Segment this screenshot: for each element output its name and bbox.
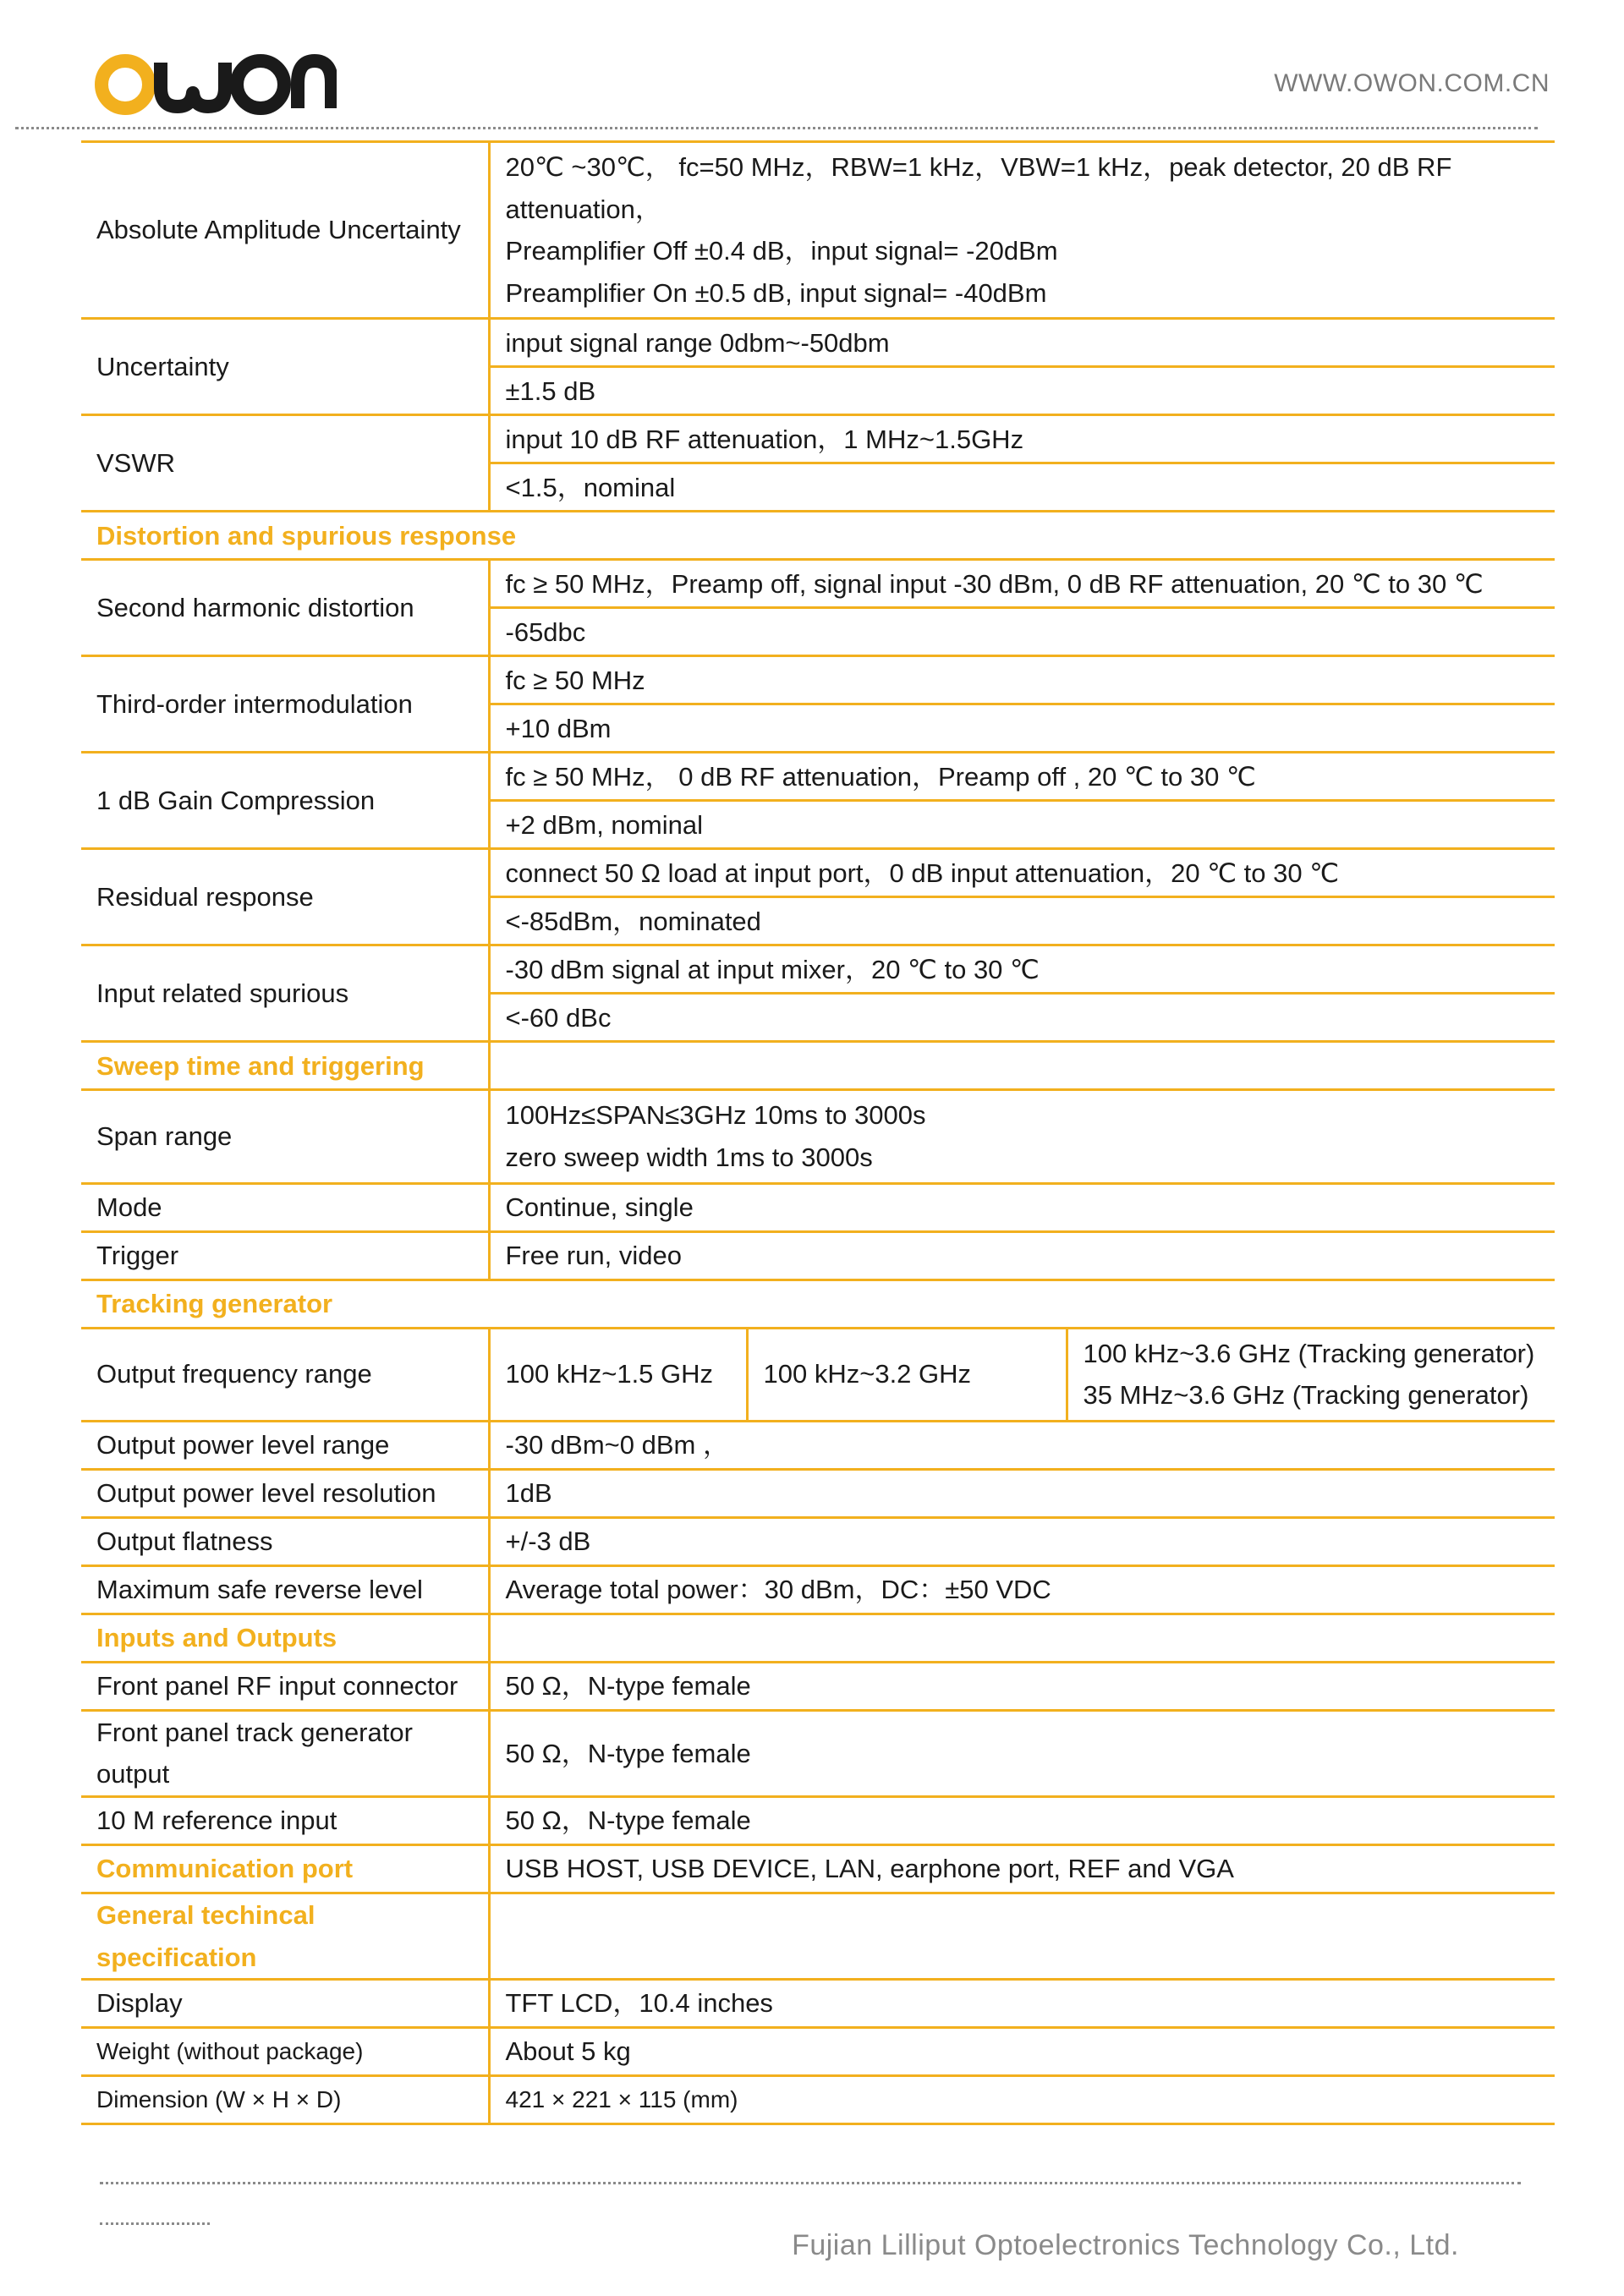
row-value: ±1.5 dB bbox=[489, 367, 1555, 415]
row-label: Output power level resolution bbox=[81, 1469, 489, 1517]
table-row bbox=[81, 2076, 1555, 2124]
row-label: Front panel RF input connector bbox=[81, 1662, 489, 1710]
row-label: Uncertainty bbox=[81, 319, 489, 415]
row-label: Mode bbox=[81, 1183, 489, 1231]
row-value: 50 Ω，N-type female bbox=[489, 1796, 1555, 1844]
section-row bbox=[81, 1280, 1555, 1328]
value-line: 100Hz≤SPAN≤3GHz 10ms to 3000s bbox=[505, 1100, 926, 1131]
row-value: <-85dBm，nominated bbox=[489, 897, 1555, 945]
row-label: Output flatness bbox=[81, 1517, 489, 1565]
row-value: 421 × 221 × 115 (mm) bbox=[489, 2076, 1555, 2124]
empty-cell bbox=[489, 1042, 1555, 1090]
row-value bbox=[489, 142, 1555, 319]
section-row bbox=[81, 1042, 1555, 1090]
section-row bbox=[81, 1614, 1555, 1662]
table-row bbox=[81, 1710, 1555, 1796]
section-row bbox=[81, 512, 1555, 560]
section-row bbox=[81, 1893, 1555, 1979]
row-label: VSWR bbox=[81, 415, 489, 512]
row-value: +2 dBm, nominal bbox=[489, 801, 1555, 849]
footer-divider bbox=[100, 2182, 1521, 2184]
value-line: 35 MHz~3.6 GHz (Tracking generator) bbox=[1083, 1380, 1529, 1411]
row-label: Dimension (W × H × D) bbox=[81, 2076, 489, 2124]
table-row bbox=[81, 1517, 1555, 1565]
table-row bbox=[81, 1844, 1555, 1893]
table-row bbox=[81, 1980, 1555, 2028]
table-row bbox=[81, 1231, 1555, 1280]
row-label: Trigger bbox=[81, 1231, 489, 1280]
row-label: Maximum safe reverse level bbox=[81, 1565, 489, 1614]
table-row bbox=[81, 142, 1555, 319]
row-label: Weight (without package) bbox=[81, 2028, 489, 2076]
row-value: fc ≥ 50 MHz bbox=[489, 656, 1555, 704]
row-value: 100 kHz~3.2 GHz bbox=[747, 1328, 1067, 1421]
row-value: 50 Ω，N-type female bbox=[489, 1662, 1555, 1710]
table-row bbox=[81, 945, 1555, 994]
table-row bbox=[81, 1183, 1555, 1231]
row-value: input signal range 0dbm~-50dbm bbox=[489, 319, 1555, 367]
row-label: Span range bbox=[81, 1090, 489, 1183]
table-row bbox=[81, 319, 1555, 367]
value-line: Preamplifier On ±0.5 dB, input signal= -40dBm bbox=[505, 277, 1047, 308]
value-line: 100 kHz~3.6 GHz (Tracking generator) bbox=[1083, 1338, 1535, 1368]
empty-cell bbox=[489, 1893, 1555, 1979]
empty-cell bbox=[489, 1614, 1555, 1662]
row-value: +10 dBm bbox=[489, 704, 1555, 753]
footer-company: Fujian Lilliput Optoelectronics Technology Co., Ltd. bbox=[792, 2229, 1459, 2261]
row-value: fc ≥ 50 MHz，Preamp off, signal input -30 dBm, 0 dB RF attenuation, 20 ℃ to 30 ℃ bbox=[489, 560, 1555, 608]
section-heading: General techincal specification bbox=[81, 1893, 489, 1979]
row-value: -30 dBm signal at input mixer，20 ℃ to 30 ℃ bbox=[489, 945, 1555, 994]
row-value: <-60 dBc bbox=[489, 994, 1555, 1042]
row-value bbox=[1067, 1328, 1555, 1421]
row-value: 100 kHz~1.5 GHz bbox=[489, 1328, 747, 1421]
table-row bbox=[81, 1565, 1555, 1614]
section-heading: Communication port bbox=[81, 1844, 489, 1893]
row-value: input 10 dB RF attenuation，1 MHz~1.5GHz bbox=[489, 415, 1555, 463]
value-line: zero sweep width 1ms to 3000s bbox=[505, 1142, 873, 1172]
row-label: 10 M reference input bbox=[81, 1796, 489, 1844]
footer-divider-short bbox=[100, 2222, 210, 2225]
spec-table bbox=[81, 140, 1555, 2125]
row-value: Free run, video bbox=[489, 1231, 1555, 1280]
value-line: 20℃ ~30℃， fc=50 MHz，RBW=1 kHz，VBW=1 kHz，peak detector, 20 dB RF attenuation， bbox=[505, 152, 1452, 224]
header-divider bbox=[15, 127, 1538, 129]
row-value: <1.5，nominal bbox=[489, 463, 1555, 512]
row-label: Third-order intermodulation bbox=[81, 656, 489, 753]
row-label: Display bbox=[81, 1980, 489, 2028]
table-row bbox=[81, 2028, 1555, 2076]
table-row bbox=[81, 1421, 1555, 1469]
table-row bbox=[81, 753, 1555, 801]
table-row bbox=[81, 560, 1555, 608]
row-value: -30 dBm~0 dBm ， bbox=[489, 1421, 1555, 1469]
row-value: -65dbc bbox=[489, 608, 1555, 656]
row-label: Output power level range bbox=[81, 1421, 489, 1469]
row-value: About 5 kg bbox=[489, 2028, 1555, 2076]
table-row bbox=[81, 415, 1555, 463]
section-heading: Distortion and spurious response bbox=[81, 512, 1555, 560]
row-value: fc ≥ 50 MHz， 0 dB RF attenuation，Preamp off , 20 ℃ to 30 ℃ bbox=[489, 753, 1555, 801]
row-value: +/-3 dB bbox=[489, 1517, 1555, 1565]
row-label: Absolute Amplitude Uncertainty bbox=[81, 142, 489, 319]
row-label: Front panel track generator output bbox=[81, 1710, 489, 1796]
row-value bbox=[489, 1090, 1555, 1183]
section-heading: Tracking generator bbox=[81, 1280, 1555, 1328]
row-value: connect 50 Ω load at input port，0 dB input attenuation，20 ℃ to 30 ℃ bbox=[489, 849, 1555, 897]
row-label: Output frequency range bbox=[81, 1328, 489, 1421]
value-line: Preamplifier Off ±0.4 dB，input signal= -20dBm bbox=[505, 236, 1058, 266]
page-header bbox=[0, 0, 1624, 144]
row-value: 1dB bbox=[489, 1469, 1555, 1517]
table-row bbox=[81, 849, 1555, 897]
site-url[interactable]: WWW.OWON.COM.CN bbox=[1274, 69, 1550, 97]
table-row bbox=[81, 656, 1555, 704]
row-value: Continue, single bbox=[489, 1183, 1555, 1231]
row-label: 1 dB Gain Compression bbox=[81, 753, 489, 849]
row-label: Input related spurious bbox=[81, 945, 489, 1042]
table-row bbox=[81, 1469, 1555, 1517]
table-row bbox=[81, 1090, 1555, 1183]
section-heading: Sweep time and triggering bbox=[81, 1042, 489, 1090]
owon-logo bbox=[91, 44, 337, 117]
row-value: Average total power：30 dBm，DC：±50 VDC bbox=[489, 1565, 1555, 1614]
section-heading: Inputs and Outputs bbox=[81, 1614, 489, 1662]
table-row bbox=[81, 1328, 1555, 1421]
row-value: USB HOST, USB DEVICE, LAN, earphone port, REF and VGA bbox=[489, 1844, 1555, 1893]
row-value: 50 Ω，N-type female bbox=[489, 1710, 1555, 1796]
row-label: Residual response bbox=[81, 849, 489, 945]
row-value: TFT LCD，10.4 inches bbox=[489, 1980, 1555, 2028]
table-row bbox=[81, 1662, 1555, 1710]
row-label: Second harmonic distortion bbox=[81, 560, 489, 656]
table-row bbox=[81, 1796, 1555, 1844]
